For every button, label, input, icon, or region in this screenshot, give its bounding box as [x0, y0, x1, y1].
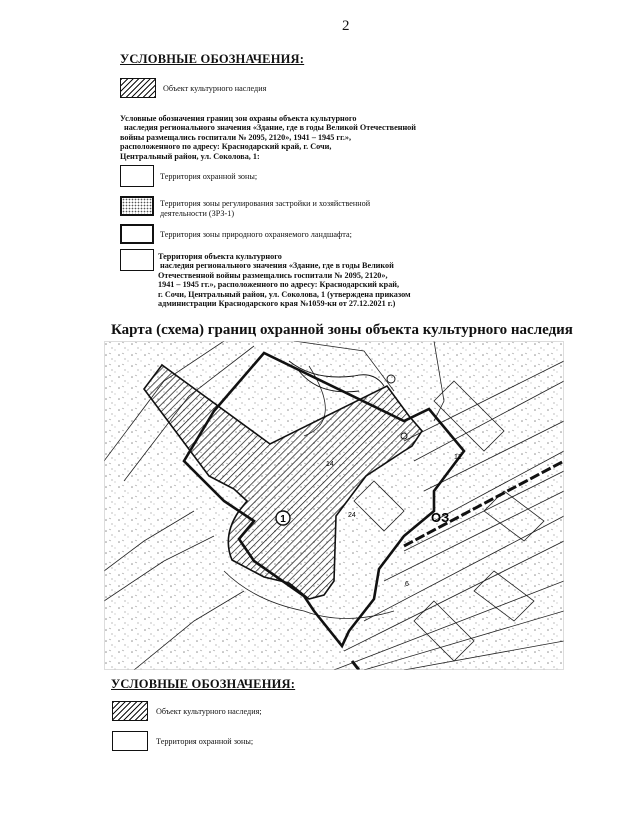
legend-bottom-swatch-protection-zone	[112, 731, 148, 751]
legend-swatch-natural-landscape	[120, 224, 154, 244]
legend-swatch-territory	[120, 249, 154, 271]
legend-swatch-heritage	[120, 78, 156, 98]
legend-bottom-label-protection-zone: Территория охранной зоны;	[156, 737, 254, 746]
legend-title-top: УСЛОВНЫЕ ОБОЗНАЧЕНИЯ:	[120, 52, 305, 66]
zone-code-label: ОЗ	[431, 510, 450, 525]
map-drawing	[104, 341, 564, 670]
legend-subheading: Условные обозначения границ зон охраны объекта культурного наследия регионального значения «Здание, где в годы Великой Отечественной войны размещались госпитали № 2095, 2120», 1941 – 1945 гг.», расположенного по адресу: Краснодарский край, г. Сочи, Центральный район, ул. Соколова, 1:	[120, 114, 416, 161]
legend-label-zone-regulation: Территория зоны регулирования застройки и хозяйственной деятельности (ЗРЗ-1)	[160, 199, 371, 218]
legend-label-heritage: Объект культурного наследия	[163, 84, 267, 93]
legend-label-natural-landscape: Территория зоны природного охраняемого ландшафта;	[160, 230, 352, 239]
legend-title-bottom: УСЛОВНЫЕ ОБОЗНАЧЕНИЯ:	[111, 677, 296, 691]
map-scheme	[104, 341, 564, 670]
map-num-3: 6	[405, 581, 409, 588]
map-num-1: 12	[454, 454, 462, 461]
object-number-label: 1	[280, 514, 286, 525]
legend-label-territory: Территория объекта культурного наследия регионального значения «Здание, где в годы Великой Отечественной войны размещались госпитали № 2095, 2120», 1941 – 1945 гг.», расположенного по адресу: Краснодарский край, г. Сочи, Центральный район, ул. Соколова, 1 (утверждена приказом администрации Краснодарского края №1059-кн от 27.12.2021 г.)	[158, 252, 411, 309]
legend-label-protection-zone: Территория охранной зоны;	[160, 172, 258, 181]
map-num-2: 14	[326, 461, 334, 468]
legend-swatch-protection-zone	[120, 165, 154, 187]
map-num-4: 24	[348, 512, 356, 519]
page-number: 2	[342, 18, 350, 34]
map-title: Карта (схема) границ охранной зоны объекта культурного наследия	[111, 322, 573, 338]
legend-bottom-swatch-heritage	[112, 701, 148, 721]
legend-bottom-label-heritage: Объект культурного наследия;	[156, 707, 262, 716]
legend-swatch-zone-regulation	[120, 196, 154, 216]
